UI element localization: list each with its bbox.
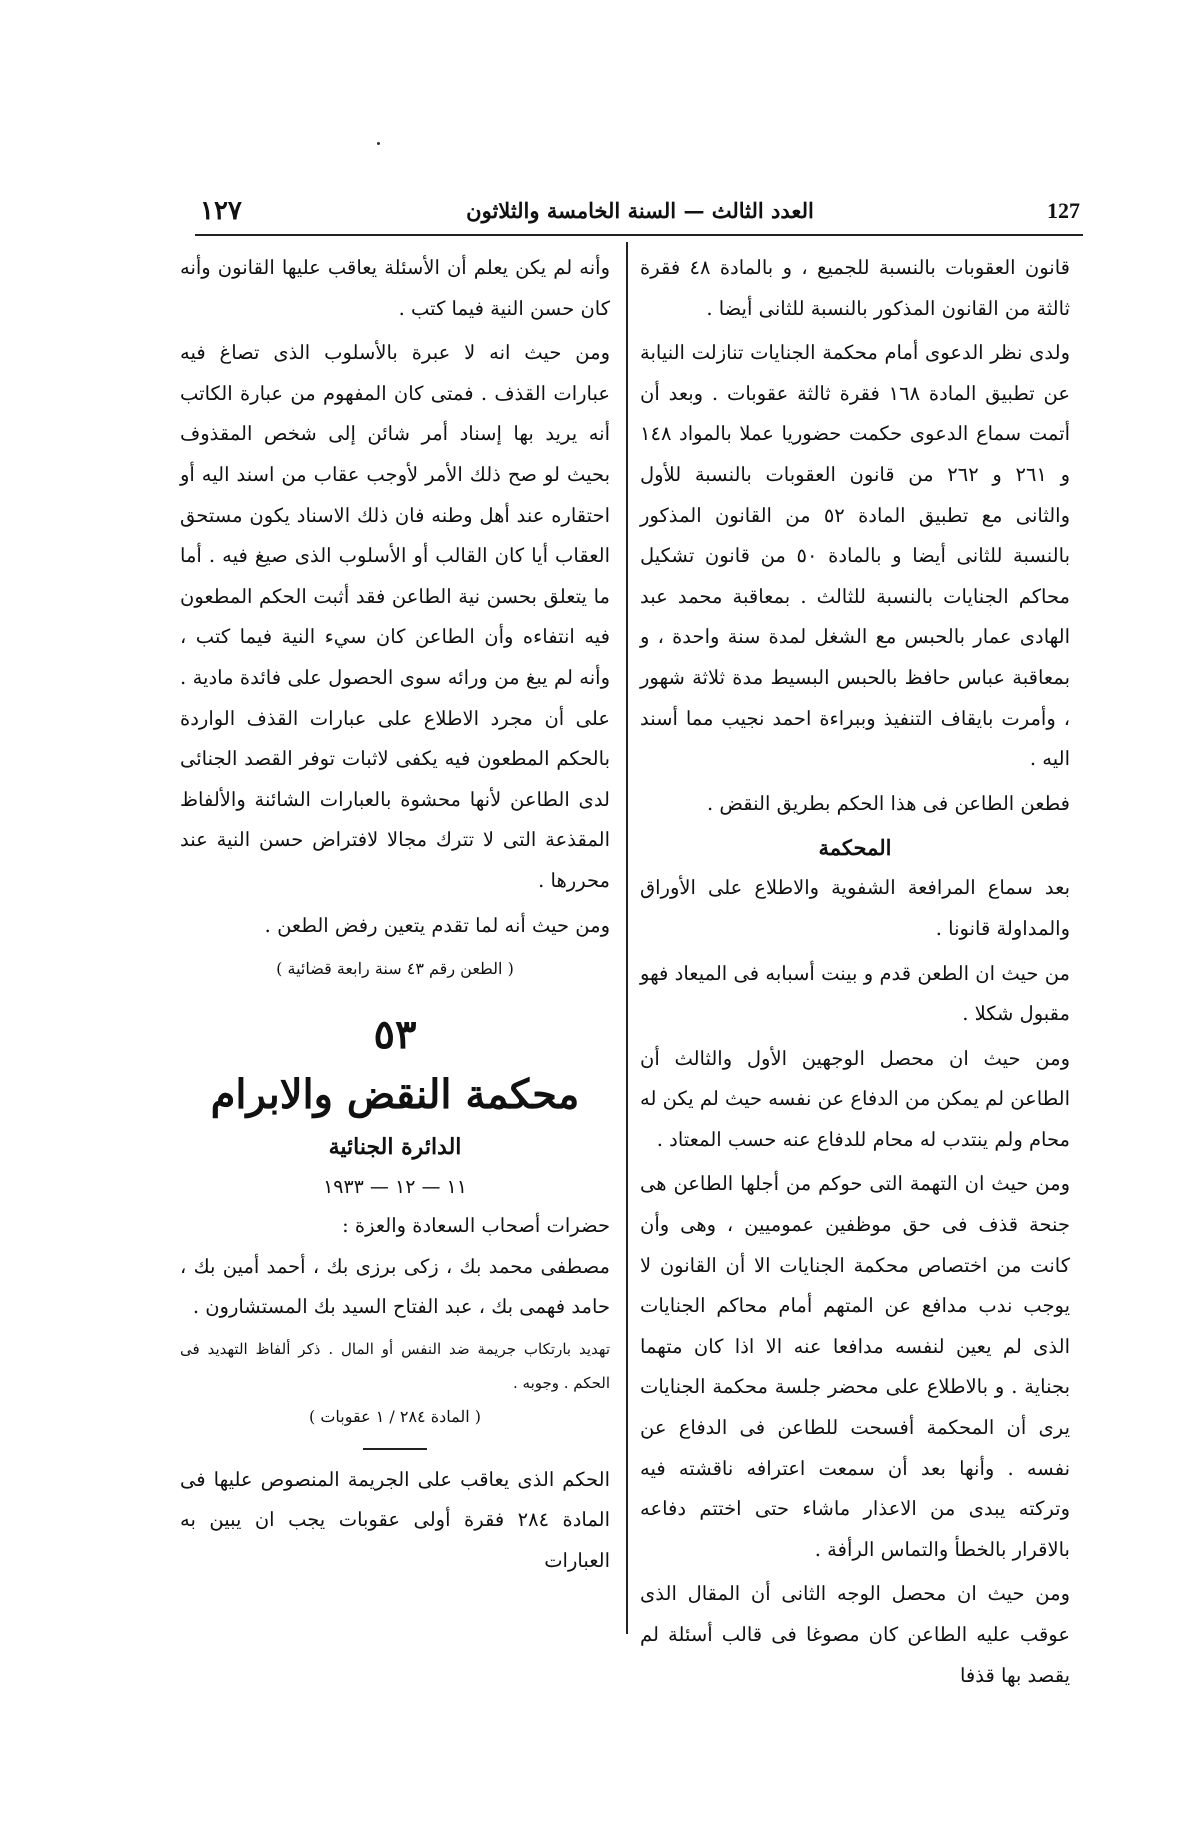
headnote-summary: تهديد بارتكاب جريمة ضد النفس أو المال . ذكر ألفاظ التهديد فى الحكم . وجوبه . [180,1339,610,1392]
left-column [180,248,610,1582]
paragraph: من حيث ان الطعن قدم و بينت أسبابه فى الميعاد فهو مقبول شكلا . [640,961,1070,1026]
header-rule [195,234,1083,236]
circuit-name: الدائرة الجنائية [328,1134,462,1161]
paragraph: ومن حيث ان محصل الوجه الثانى أن المقال الذى عوقب عليه الطاعن كان مصوغا فى قالب أسئلة لم يقصد بها قذفا [640,1582,1070,1687]
paragraph: بعد سماع المرافعة الشفوية والاطلاع على الأوراق والمداولة قانونا . [640,876,1070,940]
judgment-date: ١١ — ١٢ — ١٩٣٣ [323,1176,467,1199]
paragraph: ولدى نظر الدعوى أمام محكمة الجنايات تنازلت النيابة عن تطبيق المادة ١٦٨ فقرة ثالثة عقوبات . وبعد أن أتمت سماع الدعوى حكمت حضوريا عملا بالمواد ١٤٨ و ٢٦١ و ٢٦٢ من قانون العقوبات بالنسبة للأول والثانى مع تطبيق المادة ٥٢ من القانون المذكور بالنسبة للثانى أيضا و بالمادة ٥٠ من قانون تشكيل محاكم الجنايات بالنسبة للثالث . بمعاقبة محمد عبد الهادى عمار بالحبس مع الشغل لمدة سنة واحدة ، و بمعاقبة عباس حافظ بالحبس البسيط مدة ثلاثة شهور ، وأمرت بايقاف التنفيذ وببراءة احمد نجيب مما أسند اليه . [640,341,1071,771]
issue-title: العدد الثالث — السنة الخامسة والثلاثون [466,198,814,223]
paragraph: الحكم الذى يعاقب على الجريمة المنصوص عليها فى المادة ٢٨٤ فقرة أولى عقوبات يجب ان يبين به العبارات [180,1467,610,1573]
article-reference: ( المادة ٢٨٤ / ١ عقوبات ) [308,1406,482,1426]
paragraph: ومن حيث انه لا عبرة بالأسلوب الذى تصاغ فيه عبارات القذف . فمتى كان المفهوم من عبارة الكاتب أنه يريد بها إسناد أمر شائن إلى شخص المقذوف بحيث لو صح ذلك الأمر لأوجب عقاب من اسند اليه أو احتقاره عند أهل وطنه فان ذلك الاسناد يكون مستحق العقاب أيا كان القالب أو الأسلوب الذى صيغ فيه . أما ما يتعلق بحسن نية الطاعن فقد أثبت الحكم المطعون فيه انتفاءه وأن الطاعن كان سيء النية فيما كتب ، وأنه لم يبغ من ورائه سوى الحصول على فائدة مادية . على أن مجرد الاطلاع على عبارات القذف الواردة بالحكم المطعون فيه يكفى لاثبات توفر القصد الجنائى لدى الطاعن لأنها محشوة بالعبارات الشائنة والألفاظ المقذعة التى لا تترك مجالا لافتراض حسن النية عند محررها . [180,341,610,892]
court-name: محكمة النقض والابرام [210,1071,580,1119]
page-header [200,196,1080,232]
section-heading: المحكمة [818,835,892,861]
paragraph: فطعن الطاعن فى هذا الحكم بطريق النقض . [706,791,1070,815]
paragraph: ومن حيث أنه لما تقدم يتعين رفض الطعن . [264,913,610,937]
members-list: مصطفى محمد بك ، زكى برزى بك ، أحمد أمين بك ، حامد فهمى بك ، عبد الفتاح السيد بك المستشارون . [180,1254,610,1319]
right-column [640,248,1070,1696]
page-speck [377,142,380,145]
case-reference: ( الطعن رقم ٤٣ سنة رابعة قضائية ) [276,959,514,979]
case-number: ٥٣ [373,1011,417,1059]
page-number-latin: 127 [1047,198,1080,223]
column-divider [626,242,628,1634]
members-intro: حضرات أصحاب السعادة والعزة : [342,1214,610,1238]
paragraph: ومن حيث ان محصل الوجهين الأول والثالث أن الطاعن لم يمكن من الدفاع عن نفسه حيث لم يكن له محام ولم ينتدب له محام للدفاع عنه حسب المعتاد . [640,1046,1070,1151]
paragraph: وأنه لم يكن يعلم أن الأسئلة يعاقب عليها القانون وأنه كان حسن النية فيما كتب . [180,256,610,320]
page-number-arabic: ١٢٧ [200,196,242,226]
paragraph: قانون العقوبات بالنسبة للجميع ، و بالمادة ٤٨ فقرة ثالثة من القانون المذكور بالنسبة للثانى أيضا . [640,256,1070,320]
paragraph: ومن حيث ان التهمة التى حوكم من أجلها الطاعن هى جنحة قذف فى حق موظفين عموميين ، وهى وأن كانت من اختصاص محكمة الجنايات الا أن القانون لا يوجب ندب مدافع عن المتهم أمام محاكم الجنايات الذى لم يعين لنفسه مدافعا عنه الا اذا كان متهما بجناية . و بالاطلاع على محضر جلسة محكمة الجنايات يرى أن المحكمة أفسحت للطاعن فى الدفاع عن نفسه . وأنها بعد أن سمعت اعترافه ناقشته فيه وتركته يبدى من الاعذار ماشاء حتى اختتم دفاعه بالاقرار بالخطأ والتماس الرأفة . [640,1172,1070,1561]
short-rule [363,1448,427,1450]
